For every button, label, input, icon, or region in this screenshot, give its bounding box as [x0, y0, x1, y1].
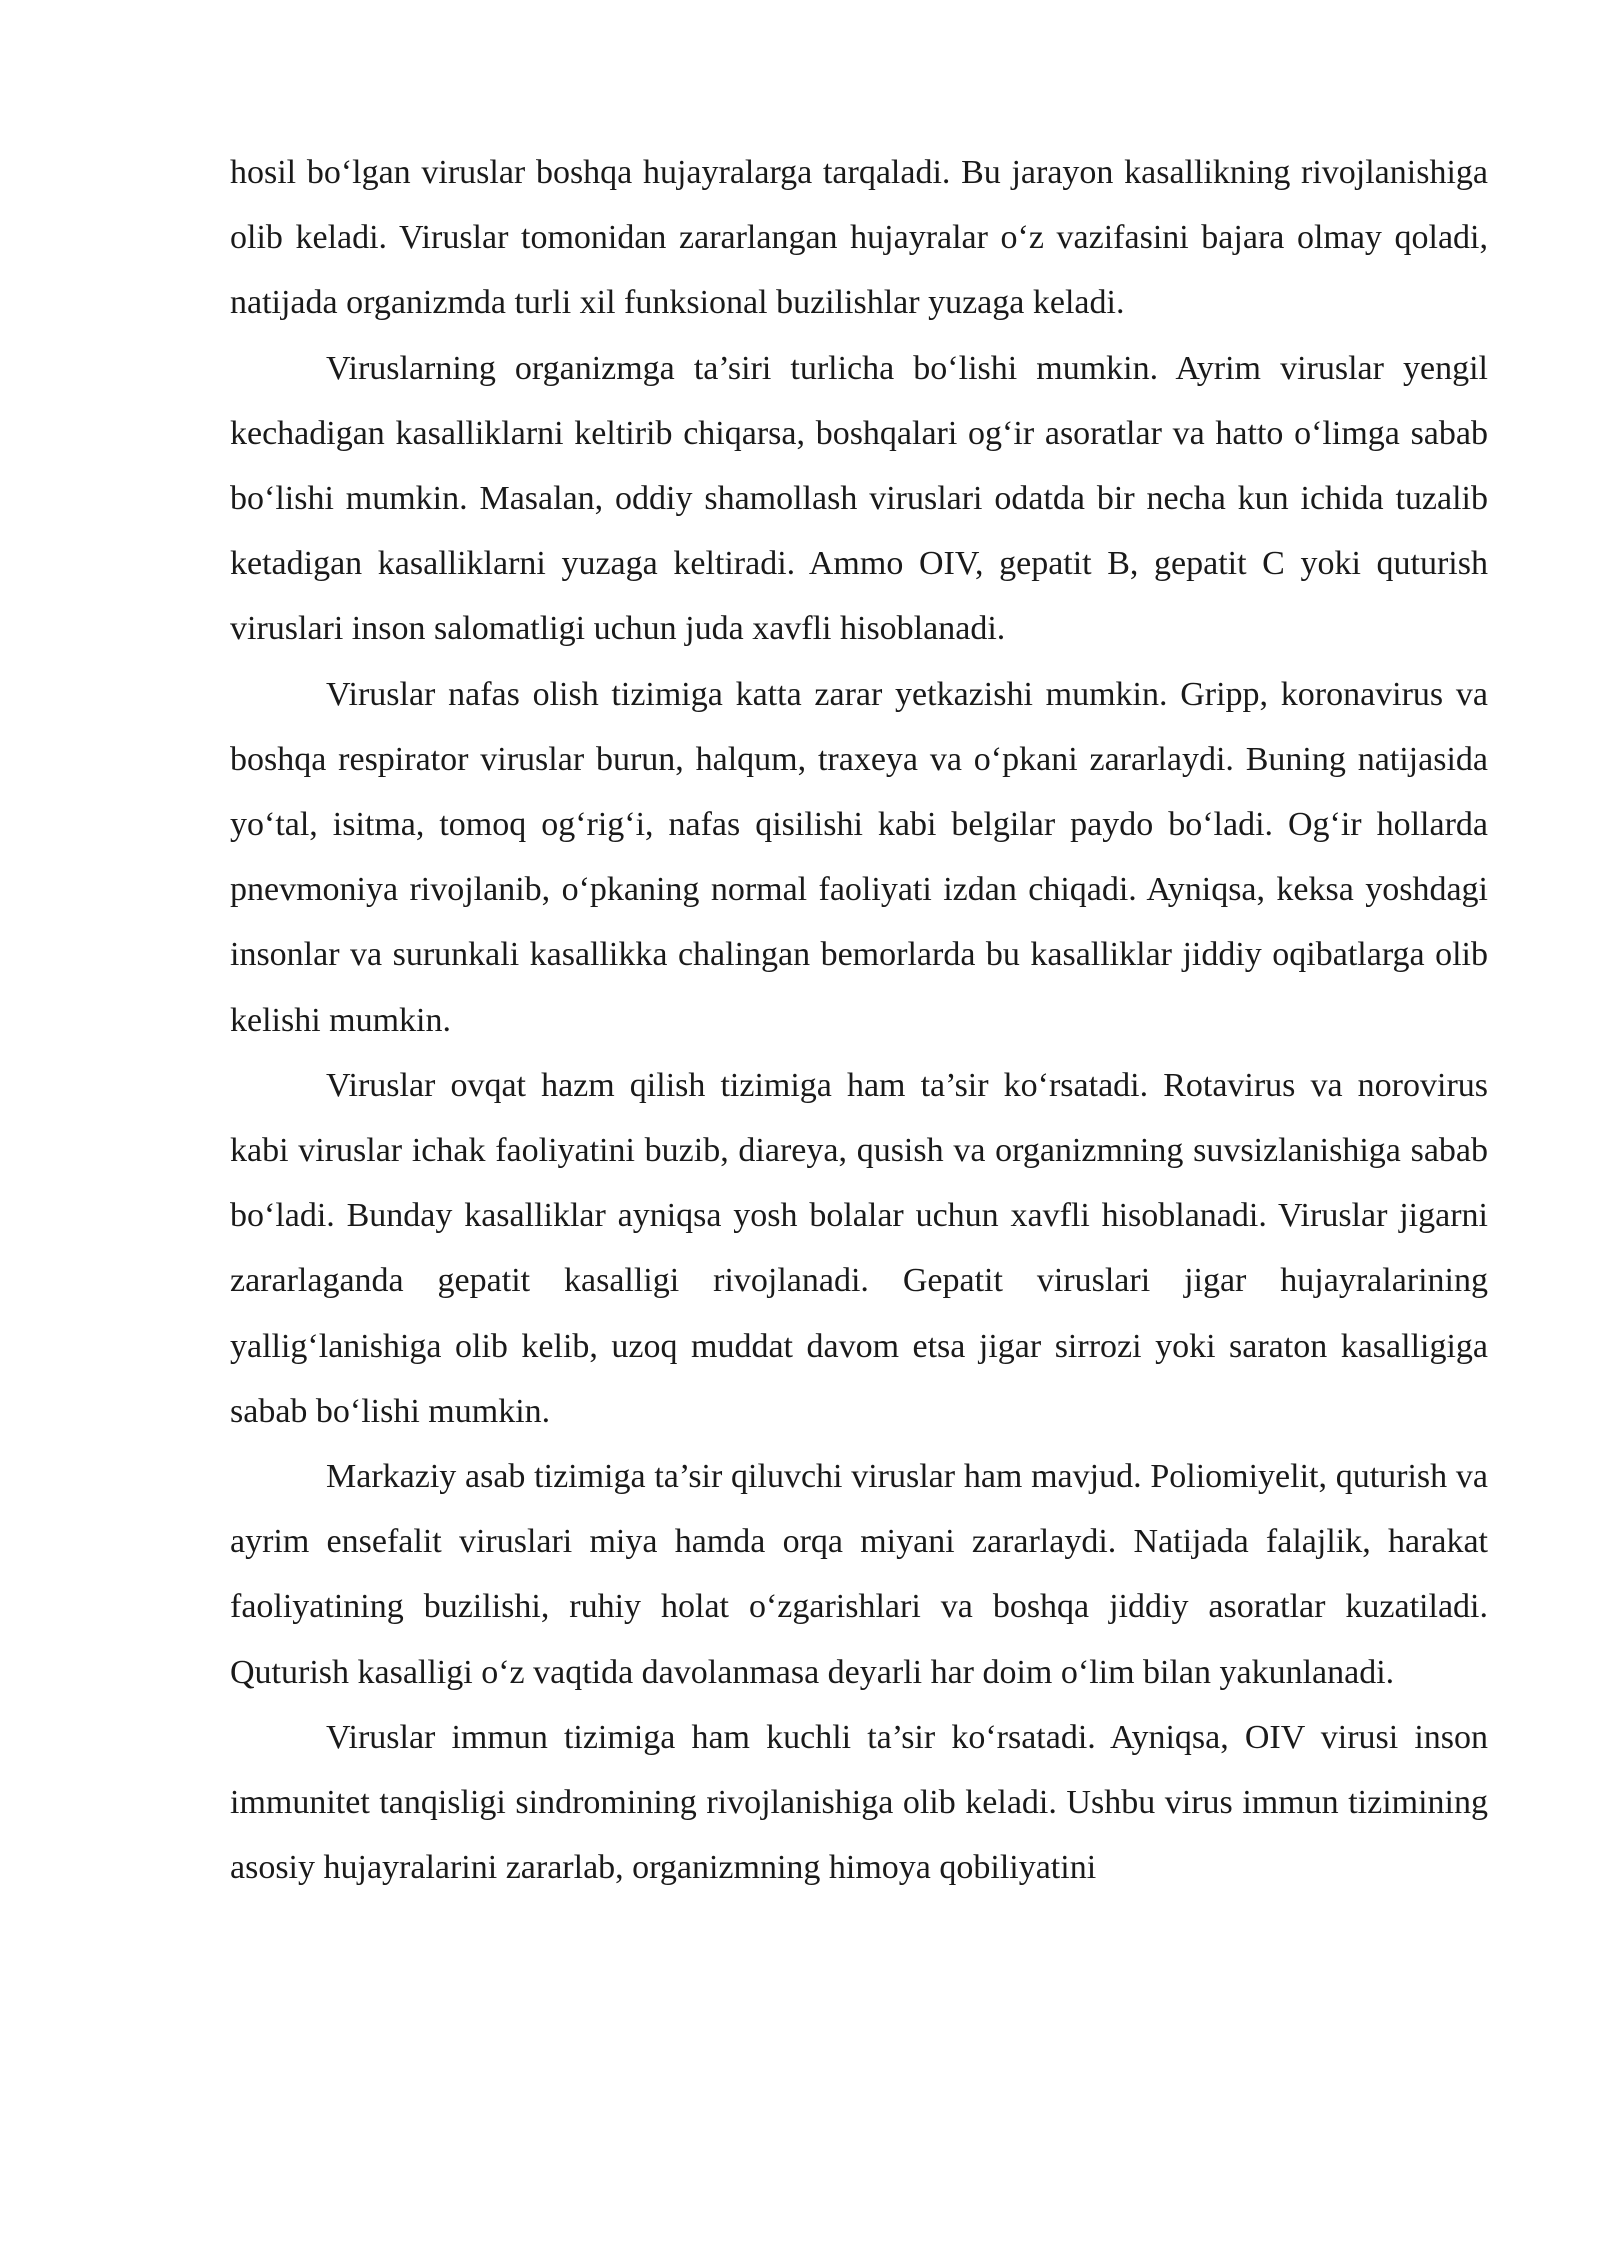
paragraph-immune-system: Viruslar immun tizimiga ham kuchli ta’sir ko‘rsatadi. Ayniqsa, OIV virusi inson immunitet tanqisligi sindromining rivojlanishiga olib keladi. Ushbu virus immun tizimining asosiy hujayralarini zararlab, organizmning himoya qobiliyatini [230, 1718, 1488, 1887]
paragraph-respiratory-system: Viruslar nafas olish tizimiga katta zarar yetkazishi mumkin. Gripp, koronavirus va boshqa respirator viruslar burun, halqum, traxeya va o‘pkani zararlaydi. Buning natijasida yo‘tal, isitma, tomoq og‘rig‘i, nafas qisilishi kabi belgilar paydo bo‘ladi. Og‘ir hollarda pnevmoniya rivojlanib, o‘pkaning normal faoliyati izdan chiqadi. Ayniqsa, keksa yoshdagi insonlar va surunkali kasallikka chalingan bemorlarda bu kasalliklar jiddiy oqibatlarga olib kelishi mumkin. [230, 675, 1488, 1039]
paragraph-digestive-system: Viruslar ovqat hazm qilish tizimiga ham ta’sir ko‘rsatadi. Rotavirus va norovirus kabi viruslar ichak faoliyatini buzib, diareya, qusish va organizmning suvsizlanishiga sabab bo‘ladi. Bunday kasalliklar ayniqsa yosh bolalar uchun xavfli hisoblanadi. Viruslar jigarni zararlaganda gepatit kasalligi rivojlanadi. Gepatit viruslari jigar hujayralarining yallig‘lanishiga olib kelib, uzoq muddat davom etsa jigar sirrozi yoki saraton kasalligiga sabab bo‘lishi mumkin. [230, 1066, 1488, 1430]
document-body [230, 140, 1488, 1900]
paragraph-nervous-system: Markaziy asab tizimiga ta’sir qiluvchi viruslar ham mavjud. Poliomiyelit, quturish va ayrim ensefalit viruslari miya hamda orqa miyani zararlaydi. Natijada falajlik, harakat faoliyatining buzilishi, ruhiy holat o‘zgarishlari va boshqa jiddiy asoratlar kuzatiladi. Quturish kasalligi o‘z vaqtida davolanmasa deyarli har doim o‘lim bilan yakunlanadi. [230, 1458, 1488, 1691]
paragraph-continuation: hosil bo‘lgan viruslar boshqa hujayralarga tarqaladi. Bu jarayon kasallikning rivojlanishiga olib keladi. Viruslar tomonidan zararlangan hujayralar o‘z vazifasini bajara olmay qoladi, natijada organizmda turli xil funksional buzilishlar yuzaga keladi. [230, 154, 1488, 322]
paragraph-virus-effects: Viruslarning organizmga ta’siri turlicha bo‘lishi mumkin. Ayrim viruslar yengil kechadigan kasalliklarni keltirib chiqarsa, boshqalari og‘ir asoratlar va hatto o‘limga sabab bo‘lishi mumkin. Masalan, oddiy shamollash viruslari odatda bir necha kun ichida tuzalib ketadigan kasalliklarni yuzaga keltiradi. Ammo OIV, gepatit B, gepatit C yoki quturish viruslari inson salomatligi uchun juda xavfli hisoblanadi. [230, 349, 1488, 648]
